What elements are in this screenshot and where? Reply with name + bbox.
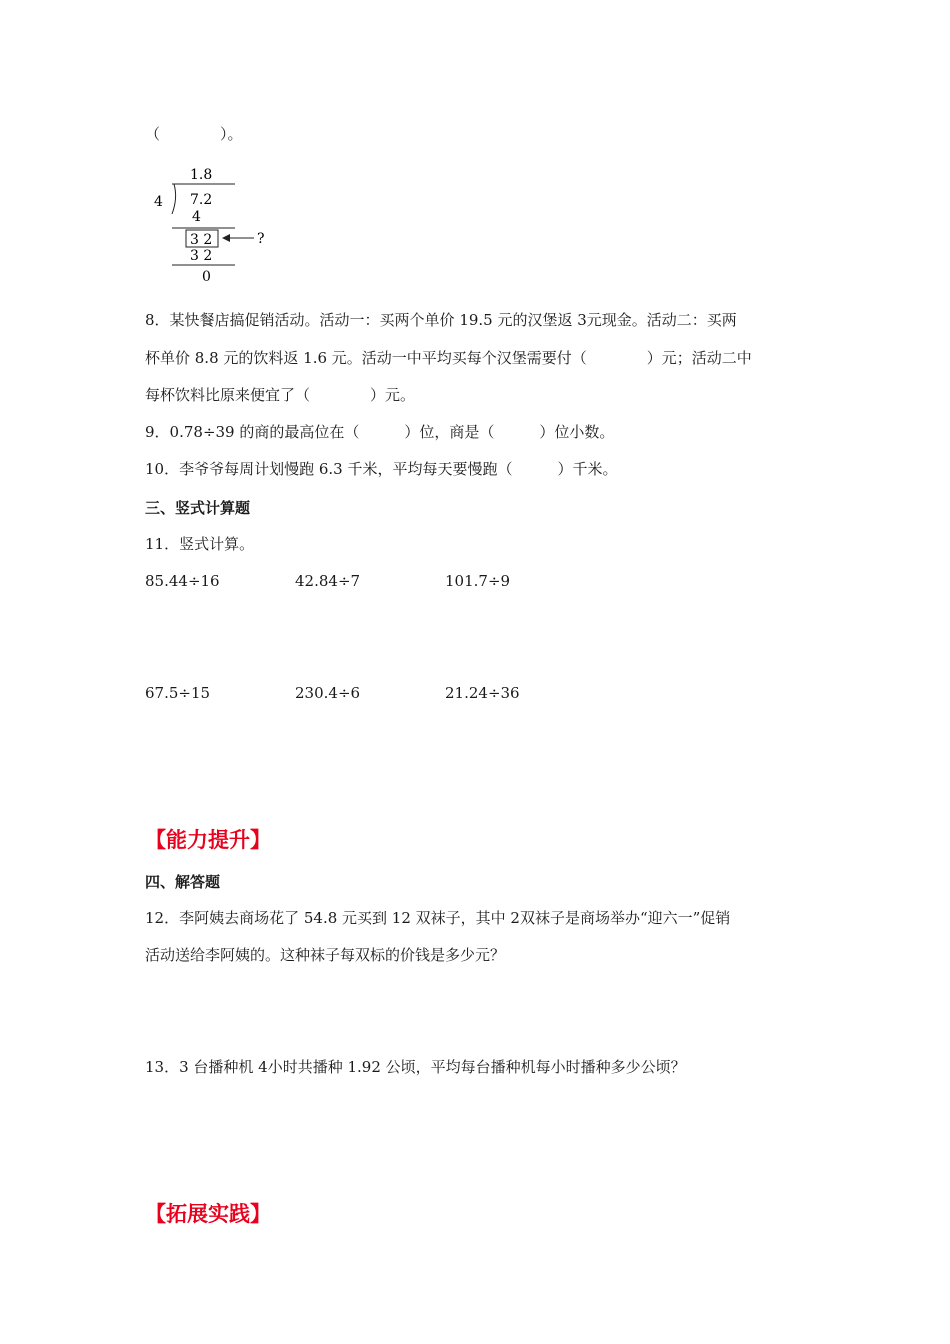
- step1-text: 4: [192, 209, 201, 225]
- question-13: 13．3 台播种机 4小时共播种 1.92 公顷，平均每台播种机每小时播种多少公顷？: [145, 1058, 686, 1076]
- question-10: 10．李爷爷每周计划慢跑 6.3 千米，平均每天要慢跑（ ）千米。: [145, 460, 618, 478]
- question-11: 11．竖式计算。: [145, 535, 255, 553]
- arrow-label: ?: [257, 231, 265, 247]
- calc-expr-6: 21.24÷36: [445, 684, 520, 702]
- question-8-line-1: 8．某快餐店搞促销活动。活动一：买两个单价 19.5 元的汉堡返 3元现金。活动二：买两: [145, 311, 737, 329]
- calc-expr-4: 67.5÷15: [145, 684, 211, 702]
- arrow-head-icon: [222, 234, 230, 242]
- question-9: 9．0.78÷39 的商的最高位在（ ）位，商是（ ）位小数。: [145, 423, 615, 441]
- question-12-line-1: 12．李阿姨去商场花了 54.8 元买到 12 双袜子，其中 2双袜子是商场举办“迎六一”促销: [145, 909, 731, 927]
- section-3-heading: 三、竖式计算题: [145, 499, 251, 517]
- ability-heading: 【能力提升】: [145, 828, 271, 852]
- practice-heading: 【拓展实践】: [145, 1202, 271, 1226]
- remainder-text: 0: [202, 269, 211, 285]
- calc-expr-1: 85.44÷16: [145, 572, 220, 590]
- step2-text: 3 2: [190, 248, 213, 264]
- quotient-text: 1.8: [190, 167, 213, 183]
- calc-expr-2: 42.84÷7: [295, 572, 361, 590]
- section-4-heading: 四、解答题: [145, 873, 221, 891]
- division-bracket: [172, 184, 176, 214]
- question-8-line-2: 杯单价 8.8 元的饮料返 1.6 元。活动一中平均买每个汉堡需要付（ ）元；活动二中: [145, 349, 752, 367]
- question-8-line-3: 每杯饮料比原来便宜了（ ）元。: [145, 386, 416, 404]
- long-division-diagram: [150, 162, 280, 287]
- divisor-text: 4: [154, 194, 163, 210]
- boxed-step-text: 3 2: [190, 232, 213, 248]
- dividend-text: 7.2: [190, 192, 213, 208]
- question-12-line-2: 活动送给李阿姨的。这种袜子每双标的价钱是多少元？: [145, 946, 506, 964]
- calc-expr-5: 230.4÷6: [295, 684, 361, 702]
- question-7-tail: （ ）。: [145, 125, 243, 143]
- calc-expr-3: 101.7÷9: [445, 572, 511, 590]
